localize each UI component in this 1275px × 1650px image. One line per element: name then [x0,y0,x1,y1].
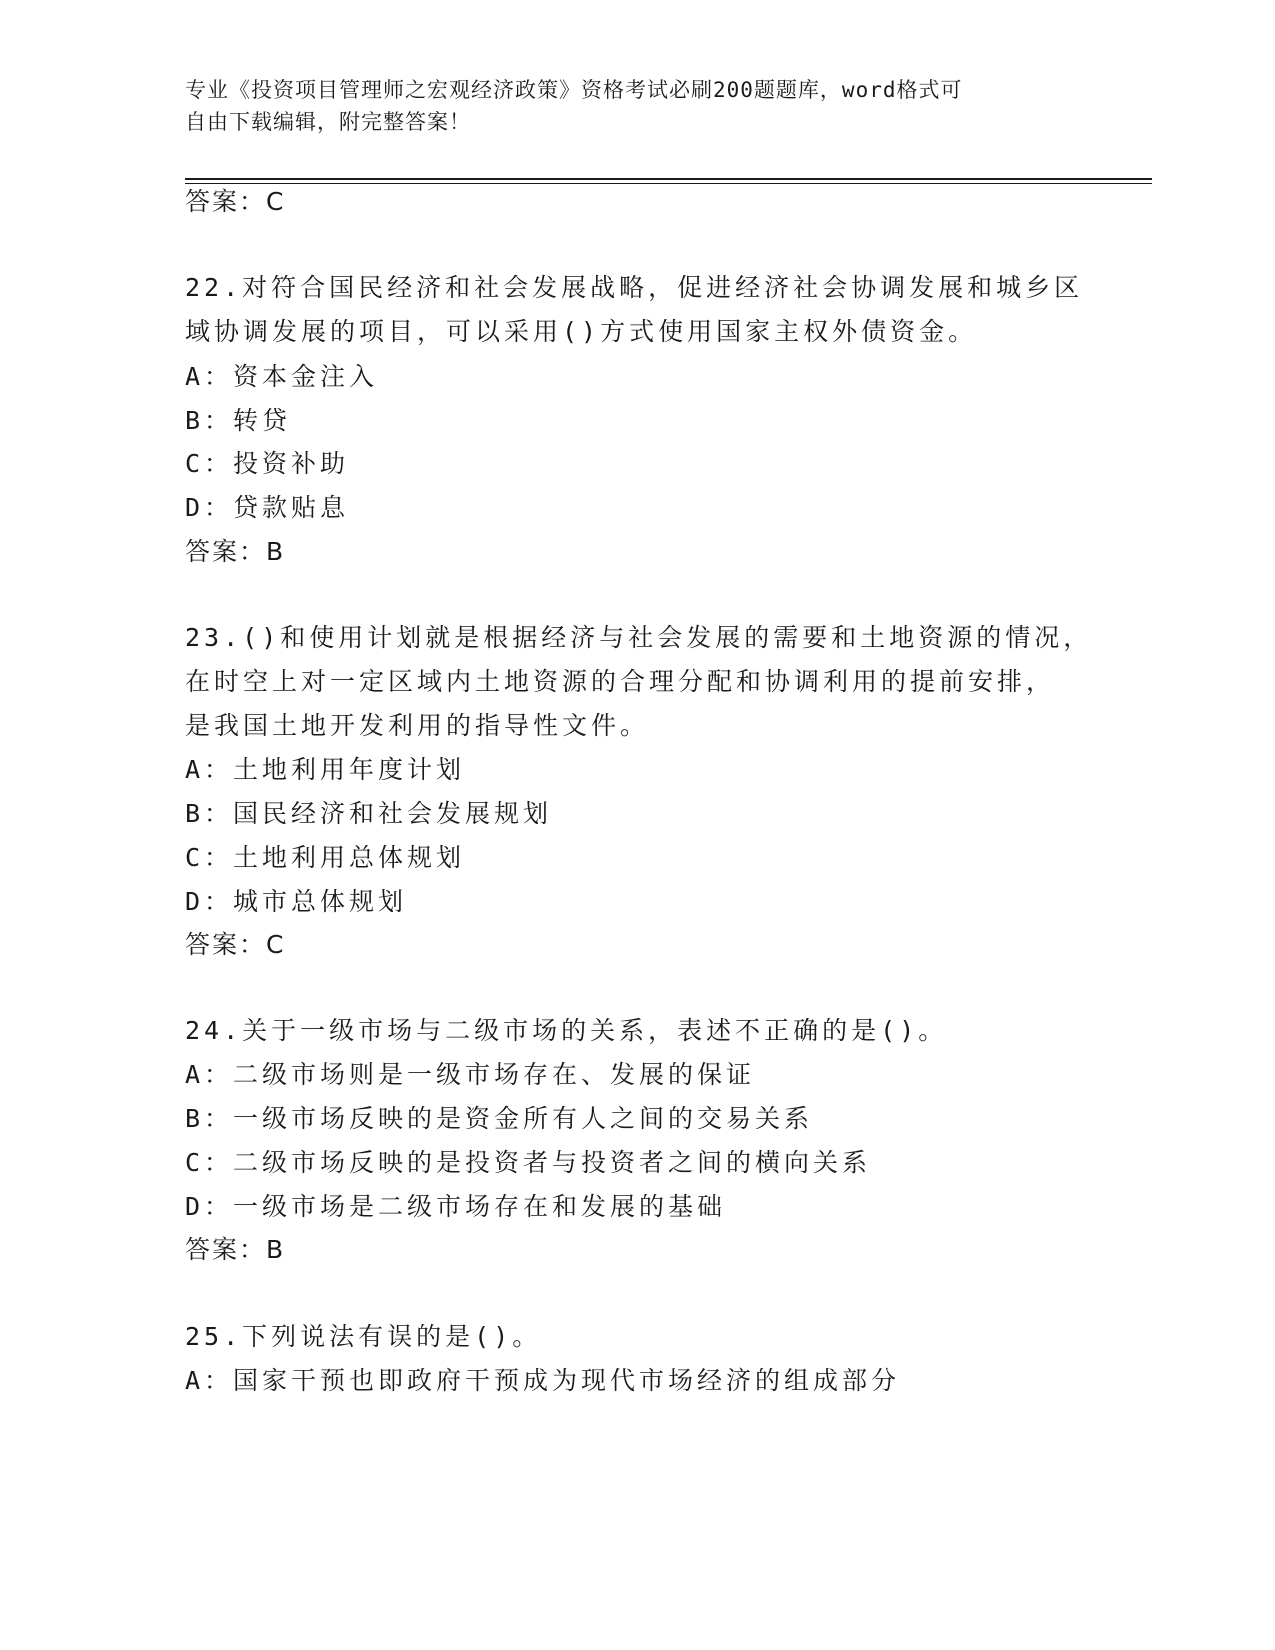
q23-option-b: B：国民经济和社会发展规划 [185,799,553,828]
header-divider-thin [185,183,1152,184]
q24-option-a: A：二级市场则是一级市场存在、发展的保证 [185,1060,756,1089]
q22-option-d: D：贷款贴息 [185,493,350,522]
q23-stem-line-1: 23.()和使用计划就是根据经济与社会发展的需要和土地资源的情况， [185,623,1093,652]
q25-option-a: A：国家干预也即政府干预成为现代市场经济的组成部分 [185,1366,901,1395]
q22-option-c: C：投资补助 [185,449,350,478]
q22-answer: 答案：B [185,537,286,566]
q24-option-b: B：一级市场反映的是资金所有人之间的交易关系 [185,1104,814,1133]
q23-stem-line-2: 在时空上对一定区域内土地资源的合理分配和协调利用的提前安排， [185,667,1056,696]
q23-option-c: C：土地利用总体规划 [185,843,466,872]
q24-option-c: C：二级市场反映的是投资者与投资者之间的横向关系 [185,1148,872,1177]
q25-stem-line-1: 25.下列说法有误的是()。 [185,1322,542,1351]
q24-stem-line-1: 24.关于一级市场与二级市场的关系，表述不正确的是()。 [185,1016,948,1045]
header-line-1: 专业《投资项目管理师之宏观经济政策》资格考试必刷200题题库，word格式可 [185,78,963,102]
q22-option-a: A：资本金注入 [185,362,379,391]
header-divider-thick [185,178,1152,180]
q22-stem-line-2: 域协调发展的项目，可以采用()方式使用国家主权外债资金。 [185,317,978,346]
page-header [185,74,1085,138]
q24-option-d: D：一级市场是二级市场存在和发展的基础 [185,1192,727,1221]
q24-answer: 答案：B [185,1235,286,1264]
q23-option-d: D：城市总体规划 [185,887,408,916]
q23-option-a: A：土地利用年度计划 [185,755,466,784]
q23-stem-line-3: 是我国土地开发利用的指导性文件。 [185,711,650,740]
q22-option-b: B：转贷 [185,406,292,435]
q22-stem-line-1: 22.对符合国民经济和社会发展战略，促进经济社会协调发展和城乡区 [185,273,1084,302]
q23-answer: 答案：C [185,930,286,959]
answer-previous: 答案：C [185,187,286,216]
header-line-2: 自由下载编辑，附完整答案！ [185,110,471,134]
